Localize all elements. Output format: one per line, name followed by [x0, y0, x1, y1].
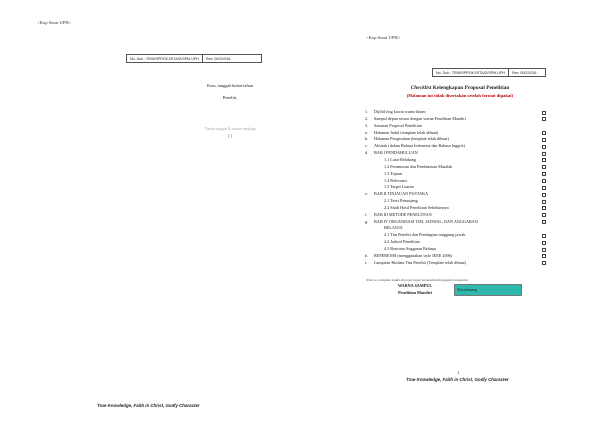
name-line: ( ) [227, 133, 233, 138]
checklist-item [365, 110, 548, 114]
checklist-item-label: BAB I PENDAHULUAN [374, 150, 418, 156]
checklist-checkbox[interactable] [542, 200, 546, 204]
revision: Rev: 00/22/016 [511, 70, 537, 75]
checklist-item [365, 220, 548, 224]
checklist-checkbox[interactable] [542, 241, 546, 245]
checklist-checkbox[interactable] [542, 165, 546, 169]
checklist-item-label: REFERENSI (menggunakan style IEEE 2006) [374, 252, 453, 258]
checklist-item-number: e. [365, 191, 368, 197]
checklist-item [365, 137, 548, 141]
checklist-item-number [365, 206, 374, 210]
checklist-item-number: g. [365, 218, 369, 224]
checklist-item-label: Sampul depan sesuai dengan warna Penelitian Mandiri [374, 115, 466, 121]
checklist-checkbox[interactable] [542, 248, 546, 252]
checklist-item-number: a. [365, 129, 368, 135]
checklist-item-number [365, 233, 374, 237]
doc-number: No. Dok.: TEMI/SPROKJ/STA/G/SPM-UPH [130, 56, 199, 61]
checklist-checkbox[interactable] [542, 213, 546, 217]
checklist-item-label: 2.1 Teori Penunjang [384, 198, 418, 204]
checklist-item-label: BAB II TINJAUAN PUSTAKA [374, 191, 429, 197]
checklist-checkbox[interactable] [542, 117, 546, 121]
checklist-item [365, 226, 548, 230]
checklist-title-italic: Checklist [410, 85, 432, 91]
checklist-item-number: 3. [365, 122, 369, 128]
checklist-item-number [365, 158, 374, 162]
checklist-checkbox[interactable] [542, 206, 546, 210]
checklist-checkbox[interactable] [542, 158, 546, 162]
page-number: 1 [457, 370, 460, 375]
checklist-item [365, 199, 548, 203]
checklist-item-label: Lampiran Biodata Tim Peneliti (Template telah dibuat) [374, 259, 467, 265]
checklist-item-label: 2.2 Studi Hasil Penelitian Sebelumnya [384, 204, 449, 210]
footer-motto-left: True Knowledge, Faith in Christ, Godly Character [97, 403, 200, 408]
checklist-checkbox[interactable] [542, 172, 546, 176]
kop-surat-left: <Kop Surat UPH> [37, 20, 72, 25]
checklist-checkbox[interactable] [542, 152, 546, 156]
checklist-item [365, 206, 548, 210]
checklist-item-number [365, 179, 374, 183]
checklist-item-number: 2. [365, 115, 369, 121]
checklist-item-label: Dijilid ring kawat warna hitam [374, 109, 426, 114]
checklist-item [365, 233, 548, 237]
checklist-item-number [365, 172, 374, 176]
checklist-item [365, 185, 548, 189]
checklist-item-number: d. [365, 150, 369, 156]
place-date: Kota, tanggal-bulan-tahun [206, 83, 254, 88]
checklist-title-rest: Kelengkapan Proposal Penelitian [431, 85, 510, 91]
checklist-item-number [365, 199, 374, 203]
footer-motto-right: True Knowledge, Faith in Christ, Godly Character [406, 377, 509, 382]
checklist-checkbox[interactable] [542, 193, 546, 197]
checklist-checkbox[interactable] [542, 234, 546, 238]
template-note: Note: a.c template sudah di project agar menambah/menggulah mengelola [366, 278, 468, 282]
checklist-item [365, 247, 548, 251]
researcher-role: Peneliti, [222, 95, 238, 100]
checklist-item-label: 1.4 Relevansi [384, 177, 407, 183]
checklist-item [365, 240, 548, 244]
checklist-item-number [365, 226, 374, 230]
checklist-checkbox[interactable] [542, 179, 546, 183]
doc-number-box-left [126, 54, 262, 63]
checklist-item [365, 165, 548, 169]
checklist-checkbox[interactable] [542, 145, 546, 149]
checklist-item-label: 4.3 Rencana Anggaran Belanja [384, 246, 436, 251]
checklist-item-label: Halaman Judul (template telah dibuat) [374, 129, 439, 135]
checklist-checkbox[interactable] [542, 261, 546, 265]
cover-color-swatch [454, 284, 522, 296]
checklist-item-number: c. [365, 143, 368, 149]
swatch-label: Tosca/tenang [457, 288, 477, 292]
checklist-item-number: f. [365, 211, 368, 217]
checklist-item-number [365, 165, 374, 169]
checklist-item [365, 151, 548, 155]
checklist-item [365, 179, 548, 183]
checklist-checkbox[interactable] [542, 138, 546, 142]
checklist-checkbox[interactable] [542, 131, 546, 135]
checklist-item-label: 4.2 Jadwal Penelitian [384, 239, 420, 245]
checklist-item-number: i. [365, 259, 368, 265]
checklist-item [365, 254, 548, 258]
checklist-item [365, 117, 548, 121]
checklist-item-number: h. [365, 252, 369, 258]
revision: Rev: 00/22/016 [205, 56, 231, 61]
checklist-item-number [365, 185, 374, 189]
checklist-item [365, 158, 548, 162]
checklist-item-label: Abstrak (dalam Bahasa Indonesia dan Bahasa Inggris) [374, 143, 465, 149]
checklist-item-number [365, 247, 374, 251]
checklist-item-label: Susunan Proposal Penelitian [374, 122, 422, 128]
checklist-item [365, 131, 548, 135]
checklist-item-label: 1.3 Tujuan [384, 170, 402, 176]
checklist-item-number: 1. [365, 109, 369, 114]
checklist-item-label: 1.2 Perumusan dan Pembatasan Masalah [384, 163, 453, 169]
kop-surat-right: <Kop Surat UPH> [366, 35, 401, 40]
signature-placeholder: Tanda tangan & nama lengkap [204, 126, 256, 131]
checklist-title [370, 85, 550, 91]
checklist-checkbox[interactable] [542, 254, 546, 258]
checklist-item-label: BAB III METODE PENELITIAN [374, 211, 432, 217]
checklist-checkbox[interactable] [542, 186, 546, 190]
doc-number-box-right [432, 68, 546, 77]
checklist-checkbox[interactable] [542, 220, 546, 224]
cover-color-title: WARNA SAMPUL [397, 283, 433, 288]
checklist-item-label: 1.5 Target Luaran [384, 184, 414, 190]
checklist-item-number [365, 240, 374, 244]
checklist-item [365, 213, 548, 217]
checklist-item-label: BELANJA [384, 225, 403, 231]
checklist-checkbox[interactable] [542, 111, 546, 115]
checklist-item [365, 172, 548, 176]
checklist-item [365, 144, 548, 148]
checklist-item [365, 261, 548, 265]
checklist-subtitle: (Halaman ini tidak disertakan setelah format dipakai) [406, 93, 514, 98]
cover-color-subtitle: Penelitian Mandiri [398, 290, 432, 295]
checklist-item [365, 192, 548, 196]
checklist-item-number: b. [365, 136, 369, 142]
doc-number: No. Dok.: TEMI/SPROKJ/STA/G/SPM-UPH [436, 70, 505, 75]
checklist-item-label: BAB IV ORGANISASI TIM, JADWAL, DAN ANGGARAN [374, 218, 478, 224]
checklist-item-label: Halaman Pengesahan (template telah dibuat) [374, 136, 449, 142]
checklist-item [365, 124, 548, 128]
checklist-item-label: 1.1 Latar Belakang [384, 156, 416, 162]
checklist-item-label: 4.1 Tim Peneliti dan Pembagian tanggung jawab [384, 232, 466, 238]
